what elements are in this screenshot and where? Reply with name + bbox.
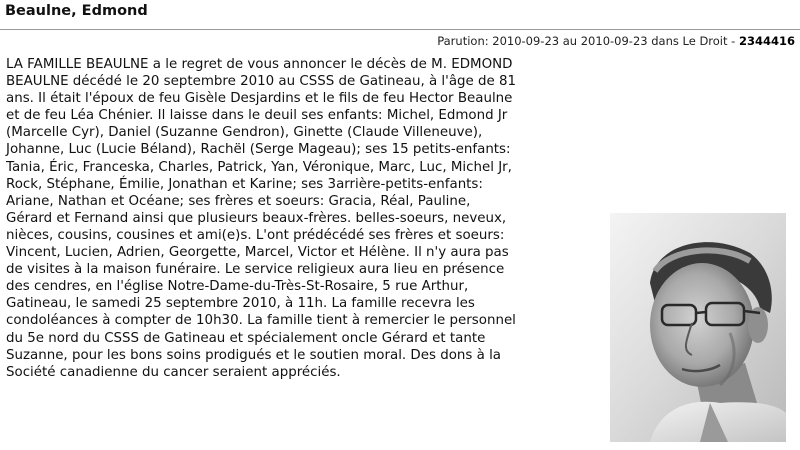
body-line: du 5e nord du CSSS de Gatineau et spécialement oncle Gérard et tante <box>6 330 486 346</box>
body-line: des cendres, en l'église Notre-Dame-du-Très-St-Rosaire, 5 rue Arthur, <box>6 279 469 295</box>
body-line: Tania, Éric, Franceska, Charles, Patrick, Yan, Véronique, Marc, Luc, Michel Jr, <box>6 159 512 175</box>
body-line: Gatineau, le samedi 25 septembre 2010, à 11h. La famille recevra les <box>6 296 475 312</box>
body-line: Ariane, Nathan et Océane; ses frères et soeurs: Gracia, Réal, Pauline, <box>6 193 471 209</box>
body-line: Suzanne, pour les bons soins prodigués et le soutien moral. Des dons à la <box>6 347 502 363</box>
body-line: condoléances à compter de 10h30. La famille tient à remercier le personnel <box>6 313 516 329</box>
parution-info <box>437 34 795 48</box>
body-line: ans. Il était l'époux de feu Gisèle Desjardins et le fils de feu Hector Beaulne <box>6 91 513 107</box>
body-line: (Marcelle Cyr), Daniel (Suzanne Gendron), Ginette (Claude Villeneuve), <box>6 125 483 141</box>
obituary-name-title: Beaulne, Edmond <box>5 3 148 19</box>
body-line: Johanne, Luc (Lucie Béland), Rachël (Serge Mageau); ses 15 petits-enfants: <box>6 142 511 158</box>
portrait-illustration <box>610 213 786 442</box>
body-line: Rock, Stéphane, Émilie, Jonathan et Karine; ses 3arrière-petits-enfants: <box>6 176 483 192</box>
header-divider <box>0 29 800 30</box>
body-line: BEAULNE décédé le 20 septembre 2010 au CSSS de Gatineau, à l'âge de 81 <box>6 74 517 90</box>
body-line: LA FAMILLE BEAULNE a le regret de vous annoncer le décès de M. EDMOND <box>6 57 513 72</box>
portrait-photo <box>610 213 786 442</box>
notice-id: 2344416 <box>738 34 795 48</box>
body-line: nièces, cousins, cousines et ami(e)s. L'ont prédécédé ses frères et soeurs: <box>6 227 505 243</box>
body-line: de visites à la maison funéraire. Le service religieux aura lieu en présence <box>6 262 505 278</box>
body-line: et de feu Léa Chénier. Il laisse dans le deuil ses enfants: Michel, Edmond Jr <box>6 108 508 124</box>
obituary-body <box>6 56 594 381</box>
body-line: Société canadienne du cancer seraient appréciés. <box>6 364 341 380</box>
parution-text: Parution: 2010-09-23 au 2010-09-23 dans Le Droit - <box>437 34 739 48</box>
body-line: Gérard et Fernand ainsi que plusieurs beaux-frères. belles-soeurs, neveux, <box>6 210 507 226</box>
body-line: Vincent, Lucien, Adrien, Georgette, Marcel, Victor et Hélène. Il n'y aura pas <box>6 245 509 261</box>
